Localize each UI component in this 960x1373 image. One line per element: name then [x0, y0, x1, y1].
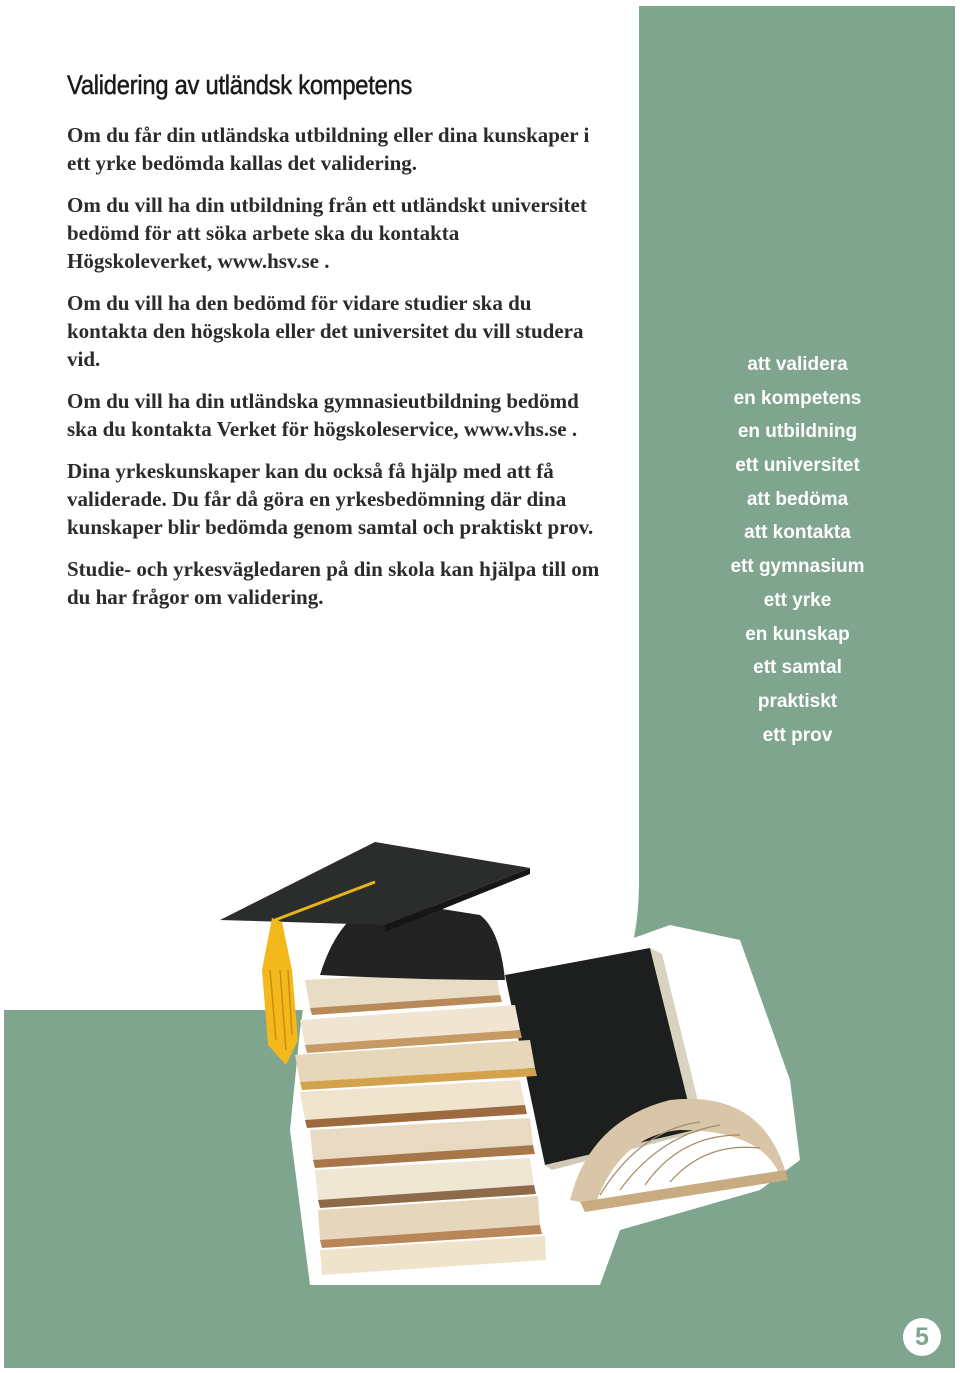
glossary-item: ett gymnasium [730, 556, 865, 578]
page-title: Validering av utländsk kompetens [67, 70, 413, 100]
glossary-item: att bedöma [746, 488, 849, 510]
glossary-item: ett yrke [763, 589, 832, 611]
glossary-item: att validera [747, 354, 848, 375]
paragraph-6: Studie- och yrkesvägledaren på din skola kan hjälpa till om du har frågor om validering. [67, 557, 600, 609]
main-content [67, 70, 607, 625]
paragraph-4: Om du vill ha din utländska gymnasieutbildning bedömd ska du kontakta Verket för högskoleservice, www.vhs.se . [67, 389, 579, 441]
glossary-item: ett universitet [735, 455, 860, 477]
glossary-item: en kompetens [733, 387, 862, 409]
glossary-item: en utbildning [737, 421, 858, 443]
glossary-item: en kunskap [745, 623, 850, 645]
paragraph-1: Om du får din utländska utbildning eller dina kunskaper i ett yrke bedömda kallas det validering. [67, 123, 590, 175]
paragraph-5: Dina yrkeskunskaper kan du också få hjälp med att få validerade. Du får då göra en yrkesbedömning där dina kunskaper blir bedömda genom samtal och praktiskt prov. [67, 459, 594, 539]
glossary-item: ett prov [762, 724, 833, 746]
page-number-badge: 5 [903, 1318, 941, 1356]
glossary-item: ett samtal [753, 657, 842, 679]
paragraph-3: Om du vill ha den bedömd för vidare studier ska du kontakta den högskola eller det universitet du vill studera vid. [67, 291, 584, 371]
glossary-list [640, 350, 955, 754]
glossary-item: praktiskt [757, 690, 838, 712]
graduation-cap-books-icon [200, 830, 810, 1300]
paragraph-2: Om du vill ha din utbildning från ett utländskt universitet bedömd för att söka arbete ska du kontakta Högskoleverket, www.hsv.se . [67, 193, 587, 273]
glossary-item: att kontakta [744, 522, 851, 544]
